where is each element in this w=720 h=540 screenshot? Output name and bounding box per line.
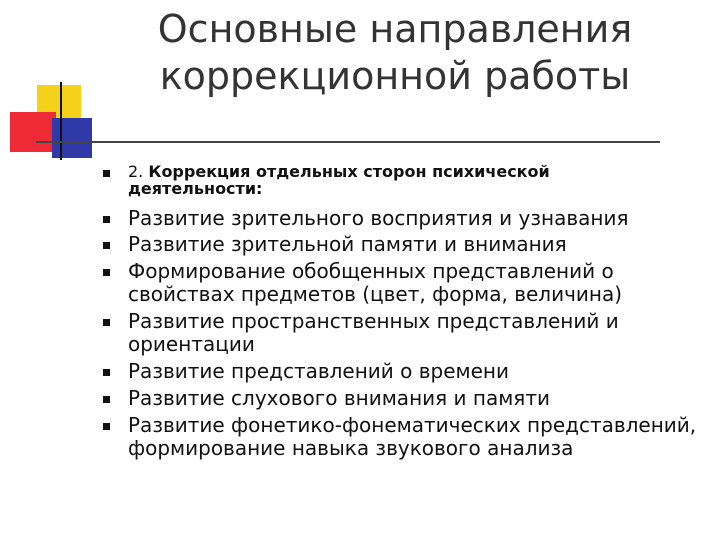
decor-red-square [10, 112, 56, 152]
slide-title [100, 6, 690, 100]
slide-title-line-1: Основные направления [157, 7, 633, 51]
title-underline [36, 141, 660, 143]
list-item-line [128, 163, 718, 180]
list-item-line: ориентации [128, 332, 255, 356]
list-item-line: Развитие зрительного восприятия и узнавания [128, 206, 629, 230]
list-item-line: Развитие фонетико-фонематических представлений, [128, 413, 697, 437]
bullet-square-icon [103, 269, 110, 276]
list-item-text [128, 360, 718, 383]
decor-blue-square [52, 118, 92, 158]
list-item-text [128, 207, 718, 230]
item-number: 2. [128, 162, 144, 181]
item-heading-line-1: Коррекция отдельных сторон психической [148, 162, 550, 181]
bullet-square-icon [103, 319, 110, 326]
list-item-line: Формирование обобщенных представлений о [128, 259, 614, 283]
bullet-square-icon [103, 369, 110, 376]
list-item-text [128, 387, 718, 410]
list-item-text [128, 260, 718, 306]
list-item-line: Развитие зрительной памяти и внимания [128, 232, 567, 256]
bullet-square-icon [103, 216, 110, 223]
list-item-text [128, 414, 718, 460]
list-item-text [128, 233, 718, 256]
list-item-line: Развитие слухового внимания и памяти [128, 386, 550, 410]
list-item-text [128, 163, 718, 197]
slide-title-line-2: коррекционной работы [159, 54, 631, 98]
decor-vertical-line [60, 82, 62, 160]
list-item-line: Развитие представлений о времени [128, 359, 510, 383]
bullet-square-icon [103, 396, 110, 403]
list-item-line: свойствах предметов (цвет, форма, величина) [128, 282, 623, 306]
item-heading-line-2: деятельности: [128, 179, 263, 198]
list-item-line: Развитие пространственных представлений и [128, 309, 619, 333]
list-item-text [128, 310, 718, 356]
bullet-square-icon [103, 242, 110, 249]
bullet-square-icon [103, 423, 110, 430]
bullet-square-icon [103, 170, 110, 177]
list-item-line: формирование навыка звукового анализа [128, 436, 574, 460]
